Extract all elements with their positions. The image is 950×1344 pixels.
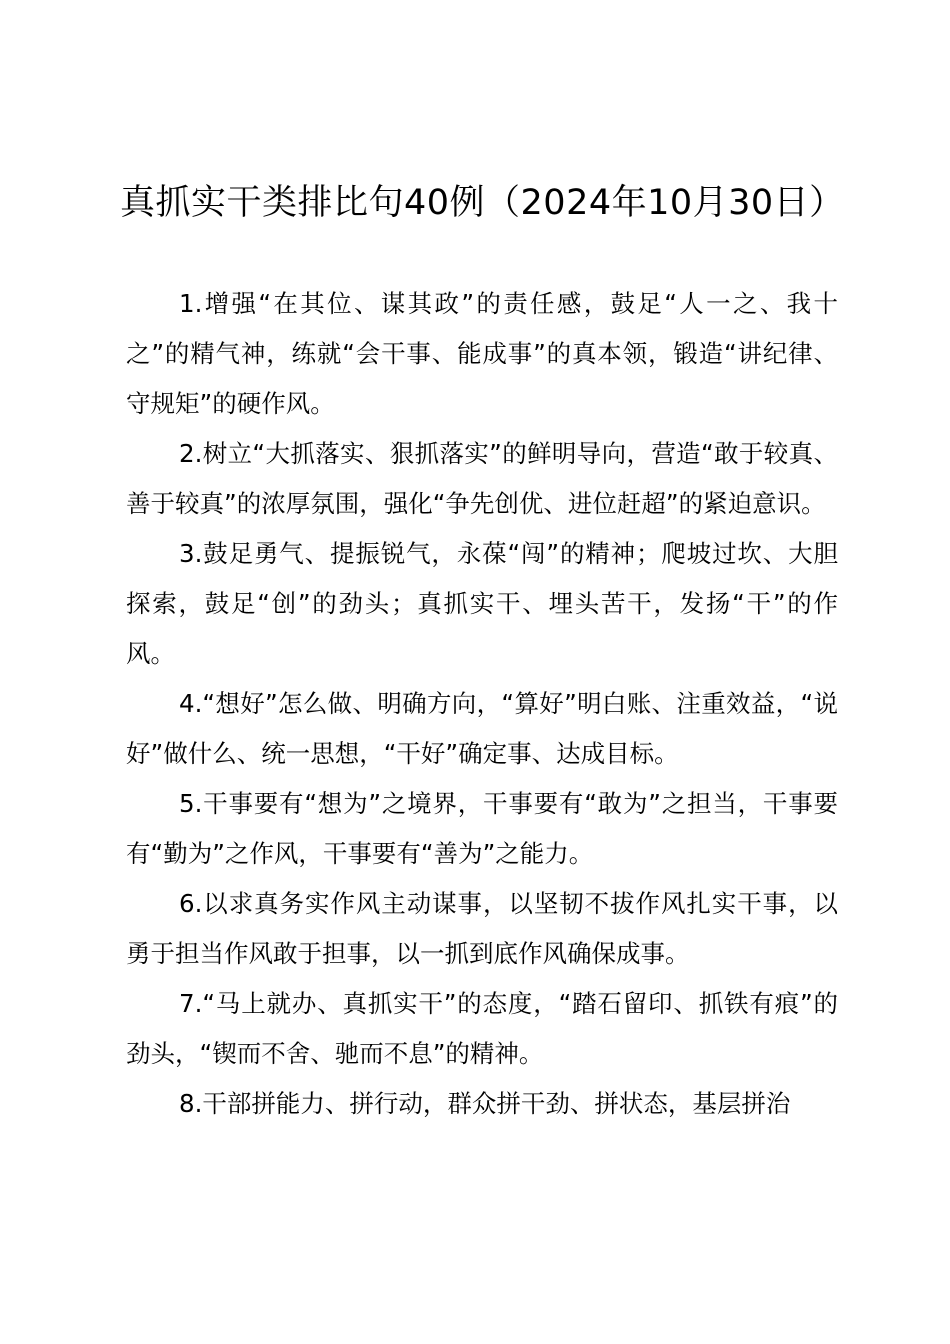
paragraph-7: 7.“马上就办、真抓实干”的态度，“踏石留印、抓铁有痕”的劲头，“锲而不舍、驰而不息”的精神。 (126, 989, 838, 1068)
document-body (126, 279, 838, 1129)
paragraph-5: 5.干事要有“想为”之境界，干事要有“敢为”之担当，干事要有“勤为”之作风，干事要有“善为”之能力。 (126, 789, 838, 868)
document-title: 真抓实干类排比句40例（2024年10月30日） (120, 183, 845, 223)
paragraph-4: 4.“想好”怎么做、明确方向，“算好”明白账、注重效益，“说好”做什么、统一思想，“干好”确定事、达成目标。 (126, 689, 838, 768)
paragraph-1: 1.增强“在其位、谋其政”的责任感，鼓足“人一之、我十之”的精气神，练就“会干事、能成事”的真本领，锻造“讲纪律、守规矩”的硬作风。 (126, 289, 838, 418)
paragraph-8: 8.干部拼能力、拼行动，群众拼干劲、拼状态，基层拼治 (179, 1089, 791, 1118)
paragraph-3: 3.鼓足勇气、提振锐气，永葆“闯”的精神；爬坡过坎、大胆探索，鼓足“创”的劲头；真抓实干、埋头苦干，发扬“干”的作风。 (126, 539, 838, 668)
paragraph-6: 6.以求真务实作风主动谋事，以坚韧不拔作风扎实干事，以勇于担当作风敢于担事，以一抓到底作风确保成事。 (126, 889, 838, 968)
paragraph-2: 2.树立“大抓落实、狠抓落实”的鲜明导向，营造“敢于较真、善于较真”的浓厚氛围，强化“争先创优、进位赶超”的紧迫意识。 (126, 439, 838, 518)
